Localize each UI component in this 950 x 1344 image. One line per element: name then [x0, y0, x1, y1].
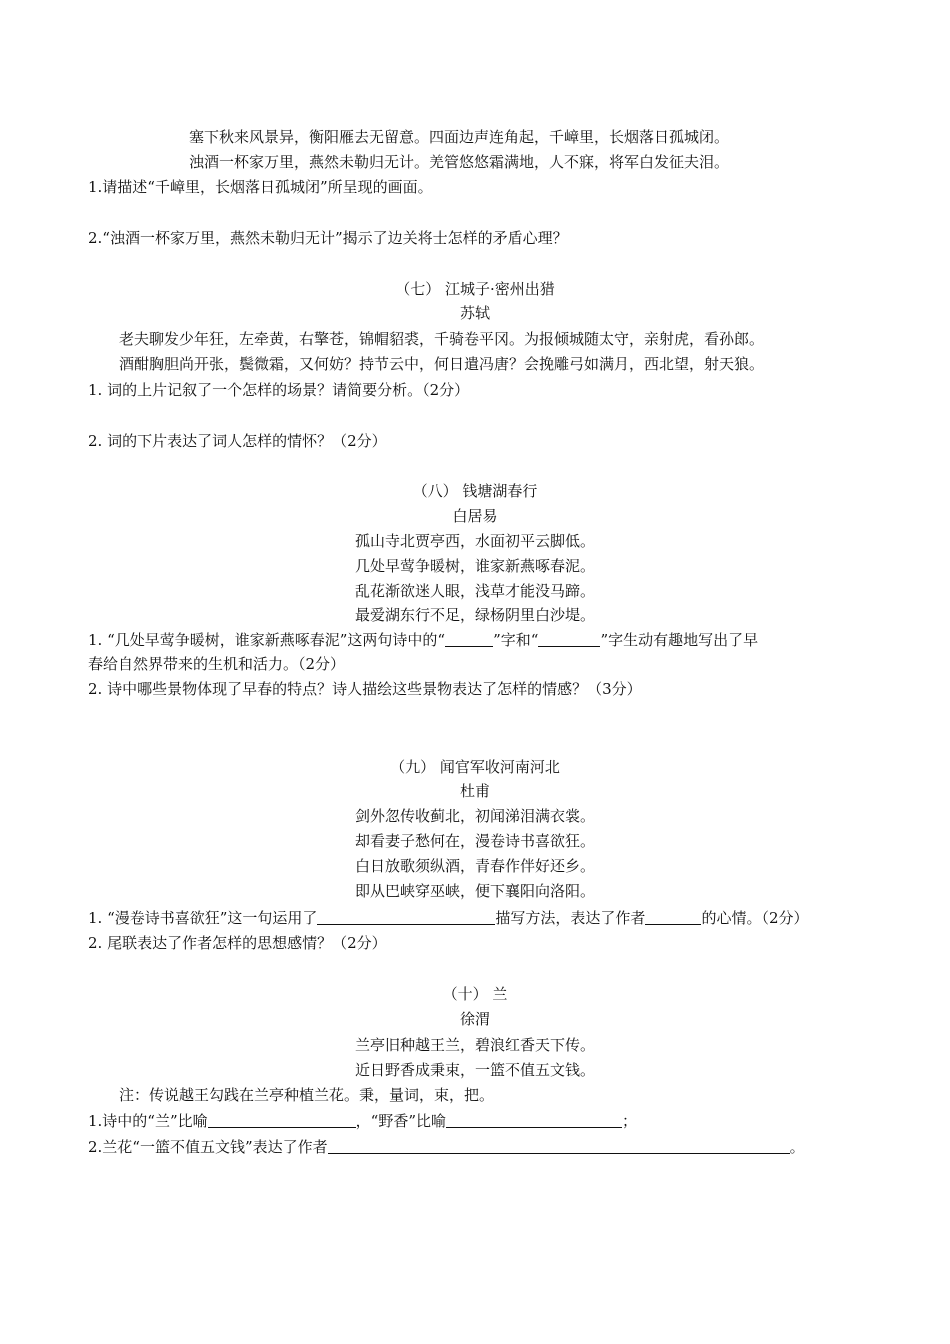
- question-text: ，“野香”比喻: [355, 1112, 446, 1130]
- author: 苏轼: [459, 304, 490, 322]
- poem-line: 白日放歌须纵酒，青春作伴好还乡。: [354, 857, 595, 875]
- question-text: 2.兰花“一篮不值五文钱”表达了作者: [88, 1138, 328, 1156]
- question: [88, 629, 758, 651]
- question: 2. 词的下片表达了词人怎样的情怀？（2分）: [88, 432, 387, 450]
- section-title: （八） 钱塘湖春行: [412, 482, 538, 500]
- answer-blank[interactable]: [538, 630, 600, 647]
- question-text: ”字生动有趣地写出了早: [600, 631, 759, 649]
- question: [88, 907, 808, 929]
- question-text: 。: [789, 1138, 805, 1156]
- poem-line: 却看妻子愁何在，漫卷诗书喜欲狂。: [354, 832, 595, 850]
- section-title: （九） 闻官军收河南河北: [390, 758, 560, 776]
- poem-line: 老夫聊发少年狂，左牵黄，右擎苍，锦帽貂裘，千骑卷平冈。为报倾城随太守，亲射虎，看孙郎。: [119, 330, 765, 348]
- question-text: 1. “几处早莺争暖树，谁家新燕啄春泥”这两句诗中的“: [88, 631, 446, 649]
- answer-blank[interactable]: [317, 908, 495, 925]
- poem-line: 酒酣胸胆尚开张，鬓微霜，又何妨？持节云中，何日遣冯唐？会挽雕弓如满月，西北望，射天狼。: [119, 355, 765, 373]
- question: 1. 词的上片记叙了一个怎样的场景？请简要分析。（2分）: [88, 381, 470, 399]
- question-text: 1. “漫卷诗书喜欲狂”这一句运用了: [88, 909, 318, 927]
- question-text: 1.诗中的“兰”比喻: [88, 1112, 208, 1130]
- question: [88, 1110, 637, 1132]
- question-text: 描写方法，表达了作者: [495, 909, 646, 927]
- poem-line: 兰亭旧种越王兰，碧浪红香天下传。: [354, 1036, 595, 1054]
- question-text: ；: [622, 1112, 638, 1130]
- section-title: （十） 兰: [442, 985, 508, 1003]
- answer-blank[interactable]: [208, 1111, 356, 1128]
- question: 2.“浊酒一杯家万里，燕然未勒归无计”揭示了边关将士怎样的矛盾心理？: [88, 229, 568, 247]
- question: 2. 诗中哪些景物体现了早春的特点？诗人描绘这些景物表达了怎样的情感？（3分）: [88, 680, 642, 698]
- poem-line: 即从巴峡穿巫峡，便下襄阳向洛阳。: [354, 882, 595, 900]
- question-text: 的心情。（2分）: [701, 909, 809, 927]
- question: [88, 1136, 805, 1158]
- answer-blank[interactable]: [446, 1111, 622, 1128]
- question: 春给自然界带来的生机和活力。（2分）: [88, 655, 346, 673]
- poem-line: 乱花渐欲迷人眼，浅草才能没马蹄。: [354, 582, 595, 600]
- author: 徐渭: [459, 1010, 490, 1028]
- question: 2. 尾联表达了作者怎样的思想感情？（2分）: [88, 934, 387, 952]
- answer-blank[interactable]: [445, 630, 493, 647]
- answer-blank[interactable]: [645, 908, 701, 925]
- poem-line: 孤山寺北贾亭西，水面初平云脚低。: [354, 532, 595, 550]
- poem-line: 剑外忽传收蓟北，初闻涕泪满衣裳。: [354, 807, 595, 825]
- poem-line: 近日野香成秉束，一篮不值五文钱。: [354, 1061, 595, 1079]
- section-title: （七） 江城子·密州出猎: [395, 280, 555, 298]
- author: 杜甫: [459, 782, 490, 800]
- poem-line: 最爱湖东行不足，绿杨阴里白沙堤。: [354, 606, 595, 624]
- poem-line: 浊酒一杯家万里，燕然未勒归无计。羌管悠悠霜满地，人不寐，将军白发征夫泪。: [189, 153, 730, 171]
- note: 注：传说越王勾践在兰亭种植兰花。秉，量词，束，把。: [119, 1086, 495, 1104]
- author: 白居易: [452, 507, 498, 525]
- question-text: ”字和“: [493, 631, 539, 649]
- poem-line: 几处早莺争暖树，谁家新燕啄春泥。: [354, 557, 595, 575]
- answer-blank[interactable]: [328, 1137, 790, 1154]
- poem-line: 塞下秋来风景异，衡阳雁去无留意。四面边声连角起，千嶂里，长烟落日孤城闭。: [189, 128, 730, 146]
- question: 1.请描述“千嶂里，长烟落日孤城闭”所呈现的画面。: [88, 178, 433, 196]
